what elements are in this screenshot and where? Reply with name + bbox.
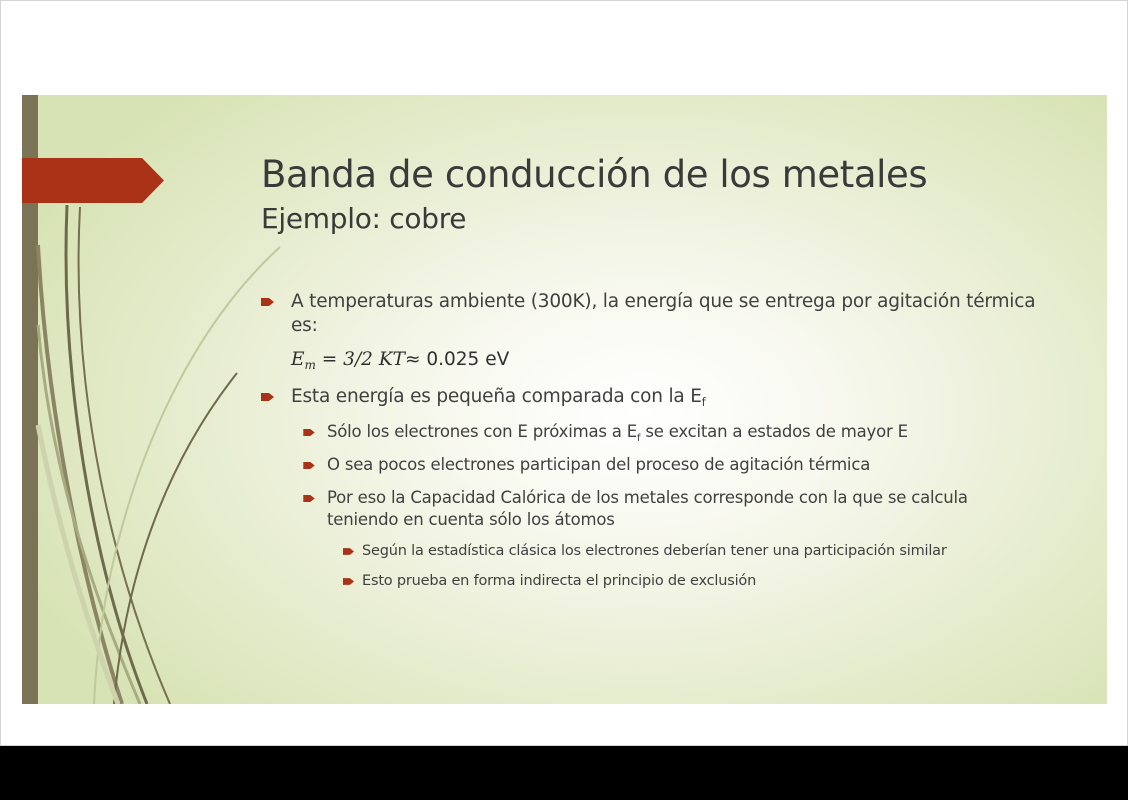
right-arrow-bullet-icon xyxy=(343,578,354,585)
formula-expression: = 3/2 KT xyxy=(315,349,405,370)
bullet-2-subscript: f xyxy=(701,396,706,409)
bullet-1 xyxy=(261,290,1041,338)
right-arrow-bullet-icon xyxy=(303,429,315,436)
right-arrow-bullet-icon xyxy=(261,393,274,401)
bullet-2 xyxy=(261,385,1041,415)
formula xyxy=(291,348,509,377)
formula-symbol: E xyxy=(291,349,305,370)
sub-sub-bullet-1 xyxy=(343,541,1063,561)
sub-bullet-2-text: O sea pocos electrones participan del proceso de agitación térmica xyxy=(327,455,871,474)
formula-approx: ≈ 0.025 eV xyxy=(404,349,510,370)
sub-bullet-1-text: Sólo los electrones con E próximas a E xyxy=(327,422,637,441)
sub-bullet-1 xyxy=(303,421,1023,450)
sub-sub-bullet-2-text: Esto prueba en forma indirecta el principio de exclusión xyxy=(362,573,757,589)
sub-sub-bullet-1-text: Según la estadística clásica los electrones deberían tener una participación similar xyxy=(362,543,947,559)
sub-bullet-1-text-end: se excitan a estados de mayor E xyxy=(640,422,908,441)
formula-subscript: m xyxy=(304,358,316,372)
right-arrow-bullet-icon xyxy=(261,298,274,306)
slide-title: Banda de conducción de los metales xyxy=(261,153,928,196)
right-arrow-bullet-icon xyxy=(303,462,315,469)
sub-bullet-3 xyxy=(303,487,1023,531)
sub-bullet-2 xyxy=(303,454,1023,476)
right-arrow-bullet-icon xyxy=(343,548,354,555)
sub-bullet-1-subscript: f xyxy=(637,433,641,444)
bullet-1-text: A temperaturas ambiente (300K), la energía que se entrega por agitación térmica es: xyxy=(291,291,1036,336)
sub-sub-bullet-2 xyxy=(343,571,1063,591)
bullet-2-text: Esta energía es pequeña comparada con la E xyxy=(291,386,702,407)
sub-bullet-3-text: Por eso la Capacidad Calórica de los metales corresponde con la que se calcula teniendo en cuenta sólo los átomos xyxy=(327,488,968,529)
arrow-tab-icon xyxy=(22,158,164,203)
slide-subtitle: Ejemplo: cobre xyxy=(261,202,467,235)
slide xyxy=(22,95,1107,704)
right-arrow-bullet-icon xyxy=(303,495,315,502)
